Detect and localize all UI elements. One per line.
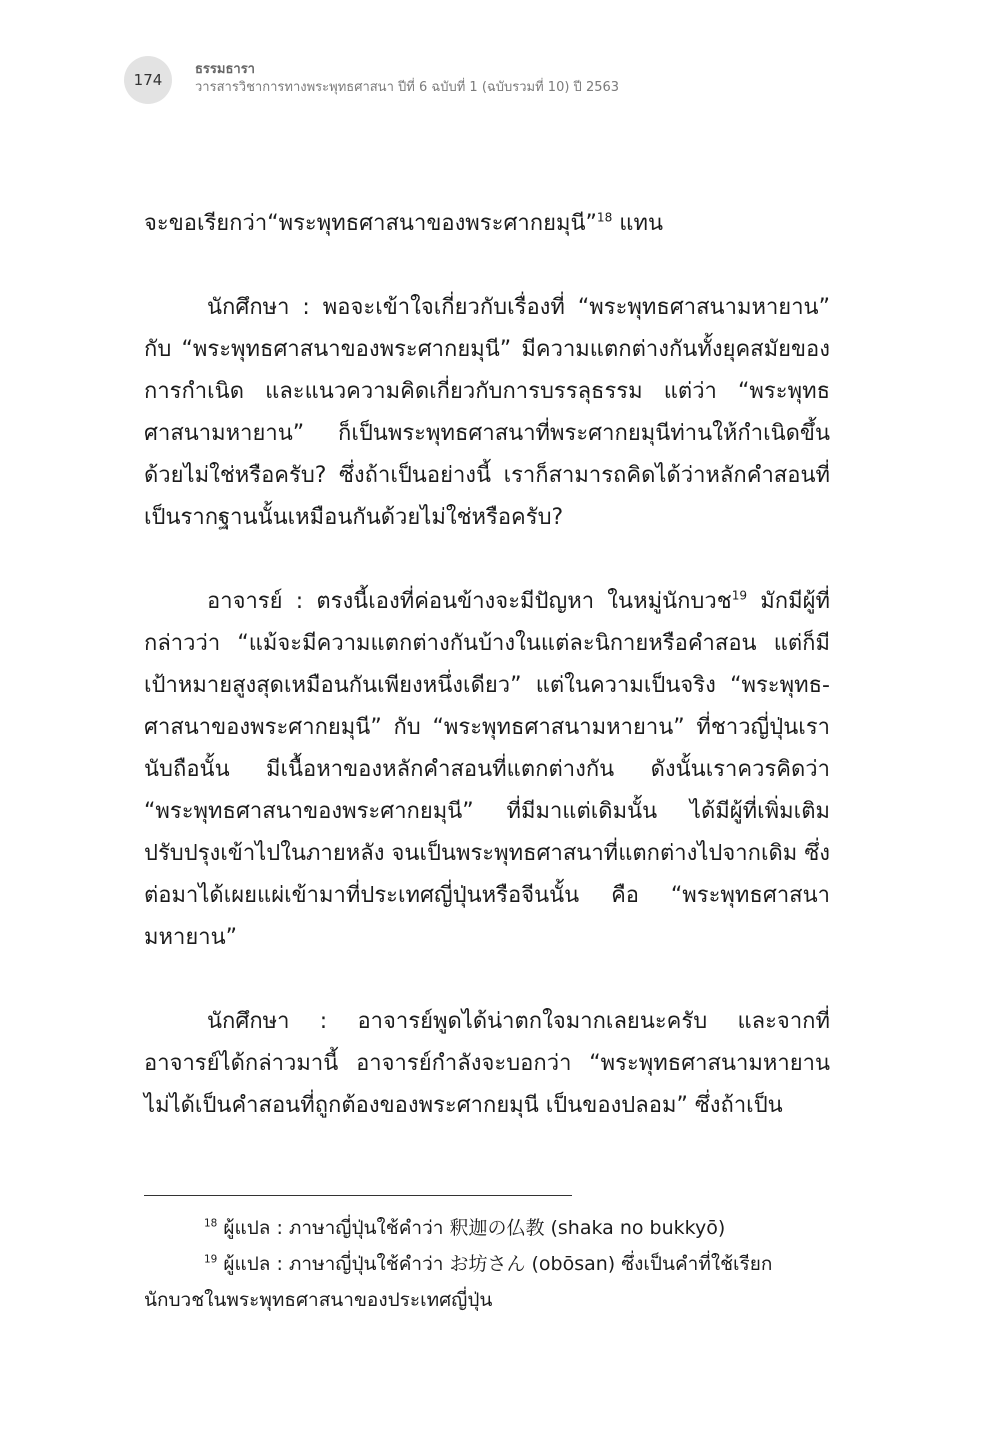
running-head [195, 62, 619, 97]
footnote-divider [144, 1195, 572, 1196]
paragraph-text: อาจารย์ : ตรงนี้เองที่ค่อนข้างจะมีปัญหา ในหมู่นักบวช [207, 589, 732, 614]
journal-name: ธรรมธารา [195, 62, 255, 77]
page-number: 174 [133, 71, 163, 89]
footnote-ref-18: 18 [596, 210, 613, 225]
footnote-19 [144, 1246, 830, 1318]
paragraph-continuation [144, 203, 830, 245]
page-number-badge [124, 56, 172, 104]
paragraph-text: มักมีผู้ที่กล่าวว่า “แม้จะมีความแตกต่างกันบ้างในแต่ละนิกายหรือคำสอน แต่ก็มีเป้าหมายสูงสุดเหมือนกันเพียงหนึ่งเดียว” แต่ในความเป็นจริง “พระพุทธ-ศาสนาของพระศากยมุนี” กับ “พระพุทธศาสนามหายาน” ที่ชาวญี่ปุ่นเรานับถือนั้น มีเนื้อหาของหลักคำสอนที่แตกต่างกัน ดังนั้นเราควรคิดว่า “พระพุทธศาสนาของพระศากยมุนี” ที่มีมาแต่เดิมนั้น ได้มีผู้ที่เพิ่มเติมปรับปรุงเข้าไปในภายหลัง จนเป็นพระพุทธศาสนาที่แตกต่างไปจากเดิม ซึ่งต่อมาได้เผยแผ่เข้ามาที่ประเทศญี่ปุ่นหรือจีนนั้น คือ “พระพุทธศาสนามหายาน” [144, 589, 830, 950]
body-text [144, 203, 830, 1127]
paragraph-teacher-answer [144, 581, 830, 959]
footnote-number: 18 [204, 1217, 218, 1230]
paragraph-text: จะขอเรียกว่า“พระพุทธศาสนาของพระศากยมุนี” [144, 211, 597, 236]
footnote-text: ผู้แปล : ภาษาญี่ปุ่นใช้คำว่า 釈迦の仏教 (shaka no bukkyō) [217, 1217, 726, 1239]
paragraph-text: นักศึกษา : พอจะเข้าใจเกี่ยวกับเรื่องที่ “พระพุทธศาสนามหายาน” กับ “พระพุทธศาสนาของพระศากยมุนี” มีความแตกต่างกันทั้งยุคสมัยของการกำเนิด และแนวความคิดเกี่ยวกับการบรรลุธรรม แต่ว่า “พระพุทธศาสนามหายาน” ก็เป็นพระพุทธศาสนาที่พระศากยมุนีท่านให้กำเนิดขึ้นด้วยไม่ใช่หรือครับ? ซึ่งถ้าเป็นอย่างนี้ เราก็สามารถคิดได้ว่าหลักคำสอนที่เป็นรากฐานนั้นเหมือนกันด้วยไม่ใช่หรือครับ? [144, 295, 830, 530]
footnotes [144, 1210, 830, 1318]
paragraph-student-question [144, 287, 830, 539]
paragraph-student-reply [144, 1001, 830, 1127]
footnote-text: ผู้แปล : ภาษาญี่ปุ่นใช้คำว่า お坊さん (obōsan) ซึ่งเป็นคำที่ใช้เรียกนักบวชในพระพุทธศาสนาของประเทศญี่ปุ่น [144, 1253, 773, 1311]
footnote-ref-19: 19 [731, 588, 748, 603]
paragraph-text: นักศึกษา : อาจารย์พูดได้น่าตกใจมากเลยนะครับ และจากที่อาจารย์ได้กล่าวมานี้ อาจารย์กำลังจะบอกว่า “พระพุทธศาสนามหายานไม่ได้เป็นคำสอนที่ถูกต้องของพระศากยมุนี เป็นของปลอม” ซึ่งถ้าเป็น [144, 1009, 830, 1118]
footnote-18 [144, 1210, 830, 1246]
footnote-number: 19 [204, 1253, 218, 1266]
journal-issue: วารสารวิชาการทางพระพุทธศาสนา ปีที่ 6 ฉบับที่ 1 (ฉบับรวมที่ 10) ปี 2563 [195, 80, 620, 96]
paragraph-text: แทน [612, 211, 664, 236]
